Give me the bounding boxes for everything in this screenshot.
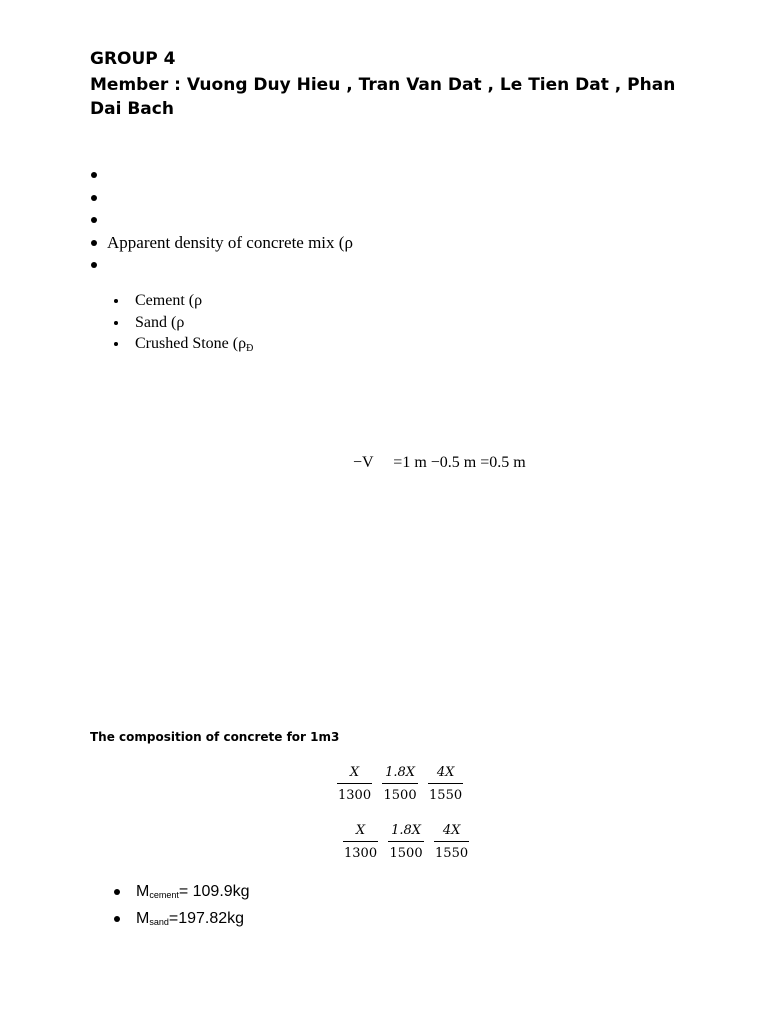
fraction: [337, 763, 372, 806]
results-list: [112, 880, 250, 934]
result-value: =197.82kg: [168, 910, 245, 927]
bullet-list-main: [90, 164, 353, 277]
volume-equation: −V =1 m −0.5 m =0.5 m: [353, 454, 526, 471]
fraction-row: [337, 763, 473, 806]
numerator: X: [355, 823, 366, 838]
list-item: [90, 187, 353, 210]
list-item: [90, 164, 353, 187]
denominator: 1550: [435, 846, 469, 861]
material-label: Sand (ρ: [135, 313, 185, 331]
result-cement: [112, 880, 250, 907]
result-prefix: M: [136, 910, 150, 927]
denominator: 1500: [383, 788, 417, 803]
denominator: 1300: [344, 846, 378, 861]
numerator: 1.8X: [391, 823, 422, 838]
denominator: 1300: [338, 788, 372, 803]
list-item-cement: [113, 290, 253, 312]
list-item: [90, 209, 353, 232]
fraction: [428, 763, 463, 806]
fraction-row: [343, 821, 479, 864]
composition-title: The composition of concrete for 1m3: [90, 730, 340, 744]
result-subscript: sand: [149, 917, 169, 927]
denominator: 1550: [429, 788, 463, 803]
list-item: Apparent density of concrete mix (ρ: [90, 232, 353, 255]
fraction: [434, 821, 469, 864]
list-item: [90, 254, 353, 277]
result-sand: [112, 907, 250, 934]
bullet-list-materials: [113, 290, 253, 355]
result-prefix: M: [136, 883, 150, 900]
list-item-crushed-stone: [113, 333, 253, 355]
result-value: = 109.9kg: [178, 883, 250, 900]
fraction: [382, 763, 418, 806]
numerator: 4X: [436, 765, 455, 780]
group-title: GROUP 4: [90, 49, 176, 69]
result-subscript: cement: [149, 890, 179, 900]
fraction: [343, 821, 378, 864]
members-line: Member : Vuong Duy Hieu , Tran Van Dat , Le Tien Dat , Phan Dai Bach: [90, 75, 676, 119]
material-label: Cement (ρ: [135, 292, 203, 309]
denominator: 1500: [389, 846, 423, 861]
fraction: [388, 821, 424, 864]
numerator: 4X: [442, 823, 461, 838]
material-label: Crushed Stone (ρ: [135, 335, 247, 352]
list-item-sand: [113, 312, 253, 334]
numerator: X: [349, 765, 360, 780]
numerator: 1.8X: [385, 765, 416, 780]
material-subscript: Đ: [246, 343, 254, 354]
